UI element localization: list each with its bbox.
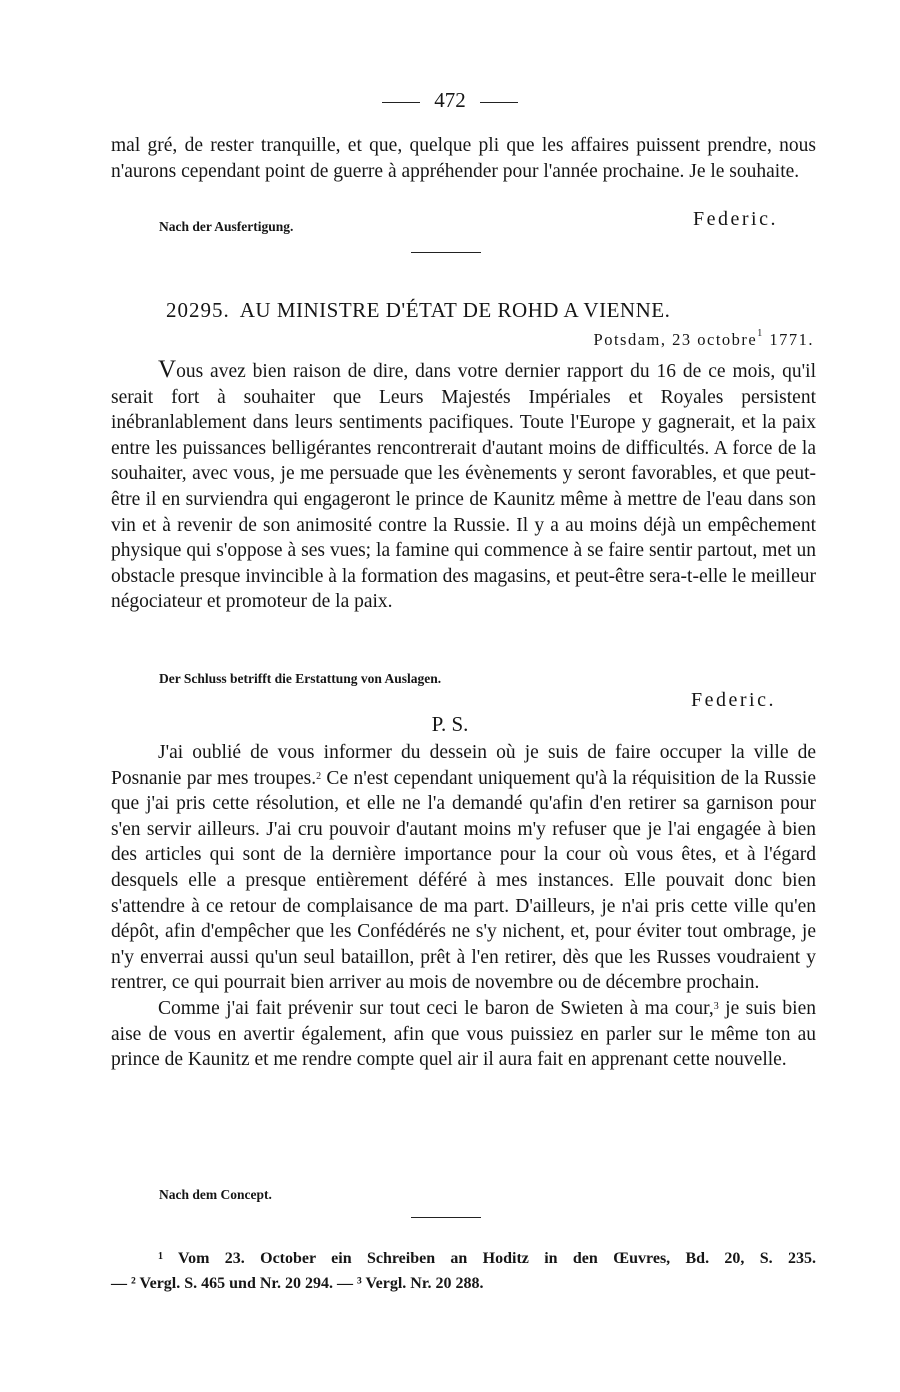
footnote-2-3: — ² Vergl. S. 465 und Nr. 20 294. — ³ Vergl. Nr. 20 288. [111,1275,484,1292]
letter-heading [166,298,670,323]
footnote-ref-2: 2 [316,770,322,782]
footnote-1: $^1$ Vom 23. October ein Schreiben an Hoditz in den Œuvres, Bd. 20, S. 235. [158,1250,816,1267]
previous-letter-text: mal gré, de rester tranquille, et que, quelque pli que les affaires puissent prendre, nous n'aurons cependant point de guerre à appréhender pour l'année prochaine. Je le souhaite. [111,135,816,182]
postscript-body [111,740,816,1073]
page-number: 472 [0,88,900,113]
letter-body [111,357,816,615]
postscript-source-note: Nach dem Concept. [159,1187,272,1202]
footnote-marker-1: 1 [158,1251,163,1262]
letter-number: 20295. [166,298,230,322]
letter-signature: Federic. [691,689,776,711]
previous-letter-signature: Federic. [693,208,778,230]
footnotes [111,1246,816,1296]
footnote-ref-1: 1 [757,328,764,339]
postscript-paragraph-2: Comme j'ai fait prévenir sur tout ceci le baron de Swieten à ma cour,$^3$ je suis bien aise de vous en avertir également, afin que vous puissiez en parler sur le même ton au prince de Kaunitz et me rendre compte quel air il aura fait en apprenant cette nouvelle. [111,997,816,1071]
closing-note: Der Schluss betrifft die Erstattung von Auslagen. [159,671,442,686]
page-number-dash-right [480,102,518,103]
footnote-divider [411,1217,481,1218]
section-divider [411,252,481,253]
footnote-ref-3: 3 [713,1000,719,1012]
drop-cap: V [158,356,177,383]
previous-letter-source-note: Nach der Ausfertigung. [159,219,294,234]
page-number-dash-left [382,102,420,103]
letter-paragraph: Vous avez bien raison de dire, dans votre dernier rapport du 16 de ce mois, qu'il serait fort à souhaiter que Leurs Majestés Impériales et Royales persistent inébranlablement dans leurs sentiments pacifiques. Toute l'Europe y gagnerait, et la paix entre les puissances belligérantes rencontrerait d'autant moins de difficultés. A force de la souhaiter, avec vous, je me persuade que les évènements y seront favorables, et que peut-être il en surviendra qui engageront le prince de Kaunitz même à mettre de l'eau dans son vin et à revenir de son animosité contre la Russie. Il y a au moins déjà un empêchement physique qui s'oppose à ses vues; la famine qui commence à se faire sentir partout, met un obstacle presque invincible à la formation des magasins, et peut-être sera-t-elle le meilleur négociateur et promoteur de la paix. [111,356,816,613]
letter-title: AU MINISTRE D'ÉTAT DE ROHD A VIENNE. [239,298,671,322]
postscript-paragraph-1: J'ai oublié de vous informer du dessein où je suis de faire occuper la ville de Posnanie par mes troupes.$^2$ Ce n'est cependant uniquement qu'à la réquisition de la Russie que j'ai pris cette résolution, et elle ne l'a demandé qu'afin d'en retirer sa garnison pour s'en servir ailleurs. J'ai cru pouvoir d'autant moins m'y refuser que je l'ai engagée à bien des articles qui sont de la dernière importance pour la cour où vous êtes, et à l'égard desquels elle a presque entièrement déféré à mes instances. Elle pouvait donc bien s'attendre à ce retour de complaisance de ma part. D'ailleurs, je n'ai pris cette ville qu'en dépôt, afin d'empêcher que les Confédérés ne s'y nichent, et, pour éviter tout ombrage, je n'y enverrai aussi qu'un seul bataillon, prêt à l'en retirer, dès que les Russes voudraient y rentrer, ce qui pourrait bien arriver au mois de novembre ou de décembre prochain. [111,742,816,994]
letter-dateline: Potsdam, 23 octobre$^1$ 1771. [593,328,814,349]
postscript-heading: P. S. [431,712,469,736]
previous-letter-ending [111,133,816,184]
